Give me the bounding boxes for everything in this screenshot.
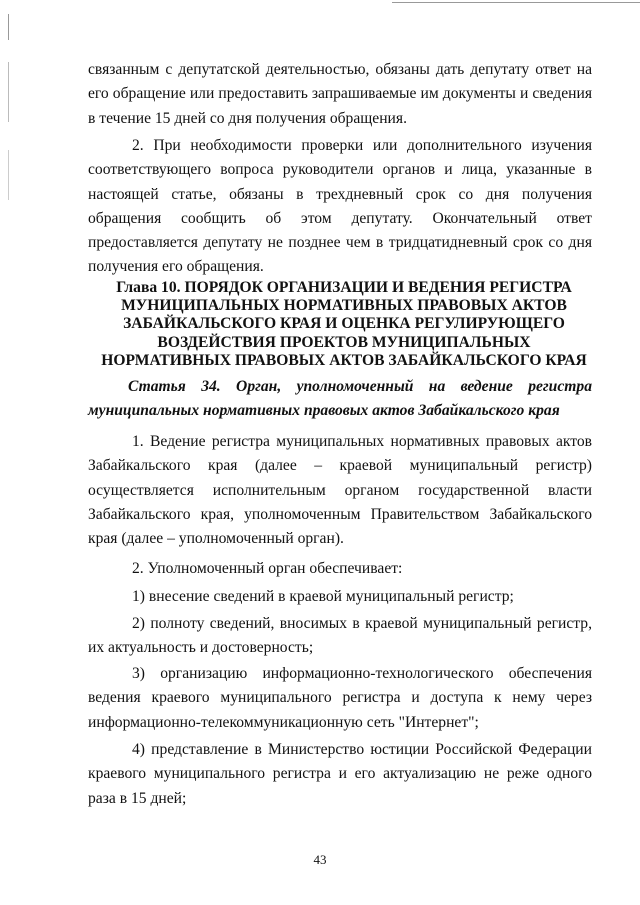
- list-item-2: 2) полноту сведений, вносимых в краевой муниципальный регистр, их актуальность и достоверность;: [88, 615, 592, 657]
- scan-edge-top: [392, 2, 640, 3]
- paragraph-article-34-1: 1. Ведение регистра муниципальных нормативных правовых актов Забайкальского края (далее – краевой муниципальный регистр) осуществляется исполнительным органом государственной власти Забайкальского края, уполномоченным Правительством Забайкальского края (далее – уполномоченный орган).: [88, 433, 592, 548]
- chapter-heading: [96, 279, 592, 370]
- chapter-heading-line: Глава 10. ПОРЯДОК ОРГАНИЗАЦИИ И ВЕДЕНИЯ РЕГИСТРА: [116, 279, 572, 296]
- chapter-heading-line: МУНИЦИПАЛЬНЫХ НОРМАТИВНЫХ ПРАВОВЫХ АКТОВ: [121, 297, 567, 315]
- article-heading: [88, 375, 592, 423]
- chapter-heading-line: ЗАБАЙКАЛЬСКОГО КРАЯ И ОЦЕНКА РЕГУЛИРУЮЩЕГО: [123, 315, 565, 333]
- article-heading-line: муниципальных нормативных правовых актов Забайкальского края: [88, 402, 560, 419]
- scan-edge-left-3: [8, 150, 9, 200]
- paragraph-continuation: связанным с депутатской деятельностью, обязаны дать депутату ответ на его обращение или предоставить запрашиваемые им документы и сведения в течение 15 дней со дня получения обращения.: [88, 61, 592, 127]
- scan-edge-left: [8, 14, 9, 40]
- chapter-heading-line: НОРМАТИВНЫХ ПРАВОВЫХ АКТОВ ЗАБАЙКАЛЬСКОГО КРАЯ: [101, 351, 587, 369]
- article-heading-line: Статья 34. Орган, уполномоченный на ведение регистра: [128, 378, 592, 395]
- scan-edge-left-2: [8, 62, 9, 122]
- list-item-3: 3) организацию информационно-технологического обеспечения ведения краевого муниципального регистра и доступа к нему через информационно-телекоммуникационную сеть "Интернет";: [88, 665, 592, 731]
- paragraph-article-34-2: 2. Уполномоченный орган обеспечивает:: [132, 560, 403, 577]
- list-item-4: 4) представление в Министерство юстиции Российской Федерации краевого муниципального регистра и его актуализацию не реже одного раза в 15 дней;: [88, 741, 592, 807]
- page-number: 43: [313, 852, 327, 867]
- list-item-1: 1) внесение сведений в краевой муниципальный регистр;: [132, 588, 514, 605]
- chapter-heading-line: ВОЗДЕЙСТВИЯ ПРОЕКТОВ МУНИЦИПАЛЬНЫХ: [157, 333, 531, 351]
- paragraph-2: 2. При необходимости проверки или дополнительного изучения соответствующего вопроса руководители органов и лица, указанные в настоящей статье, обязаны в трехдневный срок со дня получения обращения сообщить об этом депутату. Окончательный ответ предоставляется депутату не позднее чем в тридцатидневный срок со дня получения его обращения.: [88, 137, 592, 276]
